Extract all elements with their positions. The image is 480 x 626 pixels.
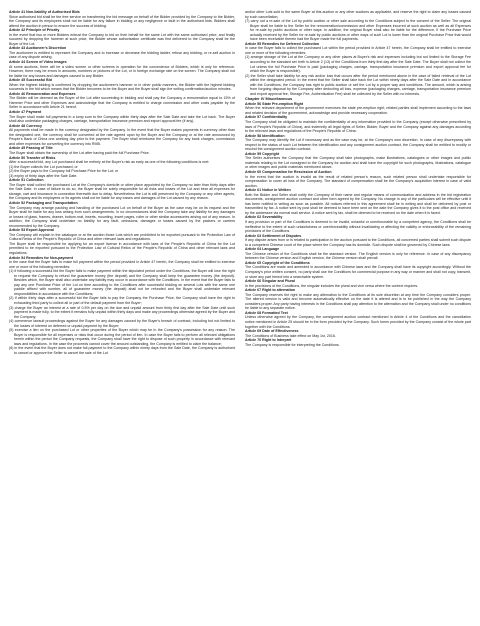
paragraph: The Company reserves the right to make any alternation to the Conditions at its sole discretion at any time the Company considers proper. The altered version is valid and become automatically effective on the date it is altered and is to be published in the way the Company considers proper. Any party having interests in the Conditions shall pay attention to the alternation and the Company shall under no conditions be liable to any separate notice. [245,292,471,311]
article-heading: Article 67 Right to alternation [245,288,296,293]
list-item: (1) arrange storage of the Lot at the Company or any other places at Buyer's risk and expenses including but not limited to the Storage Fee according to the standard set forth in Article 2 (13) of the Conditions from thirty first day after the Sale Date. The Buyer shall not collect the Lot unless the full Purchase Price is paid (packaging charges, carriage, transportation insurance premium and export approval fee for which the Buyer is responsible). [245,55,471,74]
article-heading: Article 58 Identification [245,133,285,138]
left-column [9,10,235,618]
article-heading: Article 54 Remedies for Non-payment [9,255,73,260]
paragraph: After a successful bid, any Lot purchased shall be entirely at the Buyer's risk as early as one of the following conditions is met: [9,160,210,165]
list-item: (2) the Seller shall take liability for any risk and/or loss that occurs after the period mentioned above in the case of failed retrieval of the Lot within the designated period. In the event that the Seller shall take back the Lot within ninety days after the Sale Date and in accordance with the Conditions, the Company has right to public auction or sell the Lot by a proper way and conditions. The amount, which is arising from forgoing disposal by the Company after deducting all loss, expense (packaging charges, carriage, transportation insurance premium and export approval fee, Storage Fee, Authentication Fee) shall be collected by the Seller with no interests. [245,73,471,96]
list-item: (1) the Buyer collects the Lot purchased; or [9,164,78,169]
paragraph: Since authorised bid shall be the free service on transferring the bid message on behalf of the Bidder provided by the Company to the Bidder, the Company and its employees shall not be liable for any failure in bidding or any negligence or fault in the authorised bids. Bidders shall attend the auction in person to ensure the success of bidding. [9,14,235,28]
paragraph: The auctioneer is entitled to represent the Company and to increase or decrease the bidding ladder, refuse any bidding, or re-sell auction in case of any dispute arising. [9,50,235,60]
article-heading: Article 65 Copyright of the Conditions [245,260,310,265]
paragraph: All payments shall be made in the currency designated by the Company. In the event that the Buyer makes payments in currency other than the designated one, the currency shall be converted at the rate agreed upon by the Buyer and the Company or at the rate announced by People's Bank of China one working day prior to the payment. The Buyer shall reimburse the Company for any bank charges, commission and other expenses for converting the currency into RMB. [9,128,235,146]
paragraph: The Seller authorises the Company that the Company shall take photographs, make illustrations, catalogues or other images and public materials relating to the Lot consigned to the Company for auction and shall have the copyright for such photographs, illustrations, catalogue or other images and public materials mentioned above. [245,156,471,170]
paragraph: In the provisions of the Conditions, the singular includes the plural and vice versa where the context requires. [245,283,419,288]
paragraph: The Company shall be obligated to maintain the confidentiality of any information provided to the Company (except otherwise prescribed by laws of People's Republic of China), and indemnify all legal rights of Seller, Bidder, Buyer and the Company against any damages according to the relevant laws and regulations of the People's Republic of China. [245,119,471,134]
article-heading: Article 66 Singular and Plural [245,279,295,284]
article-heading: Article 44 Screen of Video Images [9,60,67,65]
paragraph: When the highest bidding is confirmed by dropping the auctioneer's hammer or in other public manners, the Bidder with the highest bidding succeeds in the bid which means that the Bidder becomes to be the Buyer and the Buyer shall sign the writing confirmation/auction minutes. [9,82,235,92]
list-item: (6) in the event that the Buyer does not make full payment to the Company within ninety days from the Sale Date, the Company is authorised to cancel or approve the Seller to cancel the sale of the Lot [9,346,235,356]
article-heading: Article 56 State Pre-emption Right [245,101,304,106]
article-heading: Article 43 Auctioneer's Discretion [9,46,67,51]
paragraph: The Company may arrange packing and handling of the purchased Lot on behalf of the Buyer as the case may be on its request and the Buyer shall be liable for any loss arising from such arrangements. In no circumstances shall the Company take any liability for any damages or losses of glass, frames, drawer, bottom-mat, inserts, mounting, insert pages, roller or other similar accessories arising out of any reason. In addition, the Company shall undertake no liability for any fault, omissions, damages or losses caused by the packers or carriers recommended by the Company. [9,205,235,228]
article-heading: Article 50 Transfer of Risks [9,155,56,160]
paragraph: The Chinese version of the Conditions shall be the standard version. The English version is only for reference. In case of any discrepancy between the Chinese version and English version, the Chinese version shall prevail. [245,251,471,261]
paragraph: Both the Bidder and Seller shall notify the Company of their name and regular means of communication and address in the bid registration documents, consignment auction contract and other form agreed by the Company. No change in any of the particulars will be effective until it has been notified in writing as soon as possible. All notices referred in this agreement shall be in writing and shall be delivered by post or transmitted by fax. A notice sent by post shall be deemed to have been sent on the date the Company gives it to the post office and received by the addressee via normal mail service. A notice sent by fax, shall be deemed to be received on the date when it is faxed. [245,192,471,215]
list-item: (1) if following a successful bid the Buyer fails to make payment within the stipulated period under the Conditions, the Buyer will lose the right to request the Company to refund the guarantee money (the deposit) and the Company shall keep the guarantee money (the deposit). Besides which, the Buyer shall also undertake any liability may occur in accordance with the Conditions. In the event that the Buyer fails to pay any one Purchase Price of the Lot on time according to the Conditions after successful bidding on several Lots with the same one paddle affixed with number, all of guarantee money (the deposit) shall not be refunded and the Buyer shall undertake relevant responsibilities in accordance with the Conditions; [9,269,235,296]
article-heading: Article 62 Severability [245,215,283,220]
paragraph: The Company may identify the Lot if necessary and as the case may be, at the Company's own discretion. In case of any discrepancy with respect to the status of such Lot between the identification and any consignment auction contract, the Company shall be entitled to modify or rescind the consignment auction contract. [245,138,471,152]
paragraph: The Buyer shall make full payments in a lump sum to the Company within thirty days after the Sale Date and take the Lot back. The Buyer shall also undertake packaging charges, carriage, transportation insurance premium and export approval fee (if any). [9,114,235,124]
paragraph: In the event that the auction is invalid as the result of related person's reason, such related person shall undertake responsible for compensation to cover all loss of the Company. The standard of compensation shall be the Company's acquisition interest in case of valid auction. [245,174,471,188]
article-heading: Article 46 Remuneration and Expenses [9,91,76,96]
paragraph: If any dispute arises from or is related to participation in the auction pursuant to the Conditions, all concerned parties shall submit such dispute to a competent Chinese court of the place where the Company has its domicile. Such dispute shall be governed by Chinese laws. [245,238,471,247]
article-heading: Article 55 Remedies for Deferred Collection [245,41,320,46]
paragraph: In the case that the Buyer fails to make full payment within the period provided in Article 47 herein, the Company shall be entitled to exercise one or more of the following remedies: [9,260,235,269]
paragraph: If any provision or part of the Conditions is deemed to be invalid, unlawful or unenforceable by a competent agency, the Conditions shall be ineffective to the extent of such unlawfulness or unenforceability without invalidating or affecting the validity or enforceability of the remaining provisions of the Conditions. [245,220,471,234]
article-heading: Article 41 Non-liability of Authorised Bids [9,10,80,14]
paragraph: When the relevant department of the government exercises the state pre-emption right, related parties shall implement according to the laws and related decision of the government, acknowledge and provide necessary cooperation. [245,106,471,115]
paragraph: and/or other Lots sold to the same Buyer at this auction or any other auctions as applicable, and reserve the right to claim any losses caused by such cancellation; [245,10,471,19]
paragraph: The Buyer shall be responsible for applying for an export license in accordance with laws of the People's Republic of China for the Lot permitted to be exported pursuant to the Protection Law of Cultural Relics of the People's Republic of China and other relevant laws and regulations. [9,241,235,255]
paragraph: The Company is responsible for interpreting the Conditions. [245,342,340,347]
article-heading: Article 69 Date of Effectiveness [245,329,299,334]
paragraph: The Buyer shall obtain the ownership of the Lot after having paid the full Purchase Price. [9,150,150,155]
article-heading: Article 60 Compensation for Rescission of Auction [245,169,332,174]
article-heading: Article 59 Copyright [245,151,280,156]
list-item: (7) carry out a re-sale of the Lot by public auction or other sale according to the Conditions subject to the consent of the Seller. The original Buyer shall be liable to the Seller for the remuneration/commission and other Expenses incurred at such auction as well as all Expenses for re-sale by public auctions or other ways. In addition, the original Buyer shall also be liable for the difference, if the Purchase Price actually received by the Seller for re-sale by public auctions or other ways of such Lot is lower than the original Purchase Price that would have been receivable therein had the Buyer made the full payments. [245,19,471,42]
article-heading: Article 49 Passing of Title [9,146,53,151]
chapter-heading: Chapter IV Miscellaneous [245,95,293,101]
article-heading: Article 53 Export Approval [9,228,55,233]
article-heading: Article 48 Currency [9,123,42,128]
list-item: (2) if within thirty days after a successful bid the Buyer fails to pay the Company the Purchase Price, the Company shall have the right to exhausting third party to collect all or part of the default payment from the Buyer; [9,296,235,305]
paragraph: In the event that two or more Bidders entrust the Company to bid on their behalf for the same Lot with the same authorised price, and finally succeed by dropping the hammer at such price, the Bidder whose authorisation certificate was first delivered to the Company shall be the Buyer of the Lot. [9,32,235,46]
paragraph: In case the Buyer fails to collect the purchased Lot within the period provided in Article 47 herein, the Company shall be entitled to exercise one or more of the following remedies: [245,46,471,55]
article-heading: Article 52 Packaging and Transportation [9,200,78,205]
paragraph: The Conditions of Business take effect on May 1st, 2016. [245,333,336,338]
paragraph: The Conditions are made and amended in accordance with Chinese laws and the Company shall have its copyright accordingly. Without the Company's prior written consent, no party shall use the Conditions for commercial purpose in any way or manner and shall not copy, transmit, or store any part hereof into a searchable system. [245,265,471,279]
list-item: (2) the Buyer pays to the Company full Purchase Price for the Lot; or [9,169,119,174]
article-heading: Article 47 Payment [9,110,42,115]
article-heading: Article 57 Confidentiality [245,115,288,120]
article-heading: Article 70 Right to Interpret [245,338,292,343]
article-heading: Article 45 Successful Bid [9,78,52,83]
paragraph: At some auctions, there will be a video screen or other screens in operation for the convenience of Bidders, which is only for reference. However, there may be errors in amounts, numbers or pictures of the Lot, or in foreign exchange rate on the screen. The Company shall not be liable for any losses and damages caused to any Bidder. [9,64,235,78]
right-column [245,10,471,618]
article-heading: Article 64 Language [245,247,280,252]
paragraph: The Buyer shall collect the purchased Lot at the Company's domicile or other place appointed by the Company no later than thirty days after the Sale Date. In case of failure to do so, the Buyer shall be solely responsible for all risks and losses of the Lot and bear all expenses for storage, cart and insurance in connection therewith due to delay. Nevertheless the Lot is still preserved by the Company or any other agents, the Company and its employees or its agents shall not be liable for any losses and damages of the Lot caused by any reason. [9,182,235,201]
list-item: (3) charge the Buyer an interest at a rate of 0.5% per day on the due and unpaid amount from thirty first day after the Sale Date until such payment is made fully, to the extent it remains fully unpaid within thirty days and make any proceedings otherwise agreed by the Buyer and the Company; [9,305,235,319]
article-heading: Article 68 Formatted Text [245,310,288,315]
paragraph: The Company will explain in the catalogue or at the auction those Lots which are prohibited to be exported pursuant to the Protection Law of Cultural Relics of the People's Republic of China and other relevant laws and regulations. [9,232,235,242]
article-heading: Article 51 Collection [9,178,44,183]
article-heading: Article 42 Principle of Priority [9,28,60,33]
list-item: (3) expiry of thirty days after the Sale Date. [9,173,78,178]
list-item: (5) exercise a lien on the purchased Lot or other properties of the Buyer which may be in the Company's possession for any reason. The Buyer is responsible for all expenses or risks that occur during the period of lien. In case the Buyer fails to perform all relevant obligations herein within the period the Company requests, the Company shall have the right to dispose of such property in accordance with relevant laws and regulations. In the case the proceeds cannot cover the amount outstanding, the Company is entitled to claim the balance; [9,328,235,346]
paragraph: Unless otherwise agreed by the Company, the consignment auction contract mentioned in Article 4 of the Conditions and the cancellation notice mentioned in Article 25 should be in the form provided by the Company. Such forms provided by the Company consist of the whole part together with the Conditions. [245,315,471,329]
article-heading: Article 61 Notice in Written [245,188,291,193]
article-heading: Article 63 Settlement of Disputes [245,233,302,238]
paragraph: The Bidder will be deemed as the Buyer of the Lot after succeeding in bidding and shall pay the Company a remuneration equal to 15% of Hammer Price and other Expenses and acknowledge that the Company is entitled to charge commission and other costs payable by the Seller in accordance with Article 21 hereof. [9,96,235,110]
list-item: (4) commence lawsuit proceedings against the Buyer for any damages caused by the Buyer's breach of contract, including but not limited to the losses of interest on deferred or unpaid payment by the Buyer; [9,319,235,328]
